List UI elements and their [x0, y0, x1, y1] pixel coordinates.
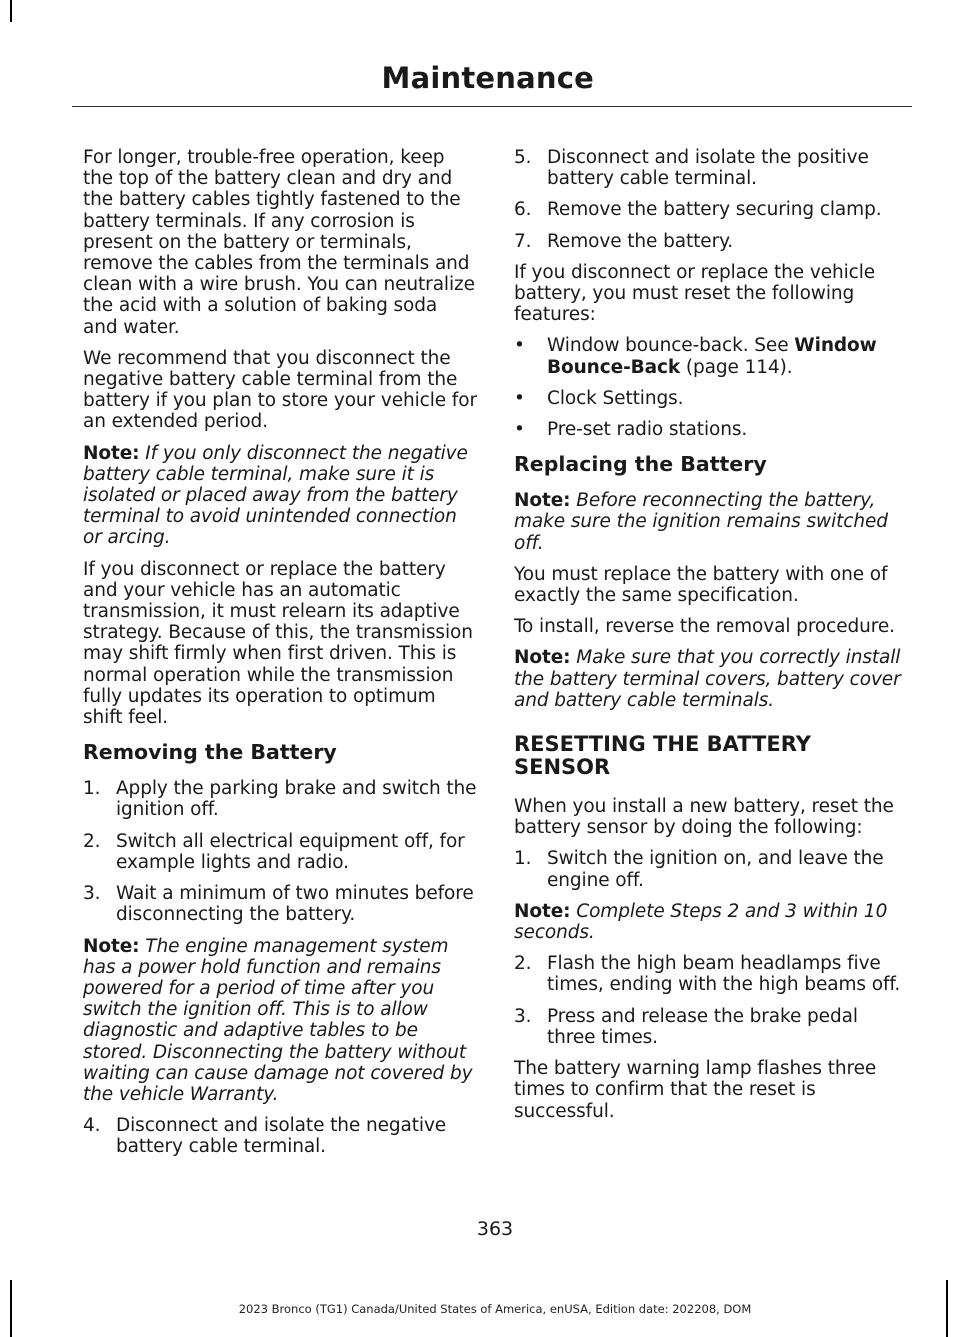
list-item — [83, 883, 477, 925]
step-number: 1. — [83, 778, 101, 800]
paragraph: If you disconnect or replace the battery and your vehicle has an automatic transmission, it must relearn its adaptive strategy. Because of this, the transmission may shift firmly when first driven. This is normal operation while the transmission fully updates its operation to optimum shift feel. — [83, 558, 473, 729]
step-text: Wait a minimum of two minutes before disconnecting the battery. — [116, 883, 474, 926]
bullet: • — [514, 335, 525, 357]
list-item — [83, 778, 477, 820]
note-label: Note: — [514, 647, 571, 669]
note-label: Note: — [514, 490, 571, 512]
step-number: 3. — [514, 1005, 532, 1027]
paragraph: If you disconnect or replace the vehicle battery, you must reset the following features: — [514, 261, 876, 326]
bullet-text: Pre-set radio stations. — [547, 419, 748, 441]
list-item — [514, 419, 910, 440]
paragraph: You must replace the battery with one of exactly the same specification. — [514, 563, 888, 607]
footer-edition: 2023 Bronco (TG1) Canada/United States of America, enUSA, Edition date: 202208, DOM — [238, 1302, 752, 1316]
page-reference: (page 114). — [680, 356, 793, 378]
step-text: Apply the parking brake and switch the ignition off. — [116, 778, 477, 821]
step-text: Disconnect and isolate the negative battery cable terminal. — [116, 1115, 447, 1158]
step-number: 6. — [514, 199, 532, 221]
bullet-text: Window bounce-back. See — [547, 335, 795, 357]
removal-steps-end — [514, 147, 910, 252]
paragraph: For longer, trouble-free operation, keep the top of the battery clean and dry and the battery cables tightly fastened to the battery terminals. If any corrosion is present on the battery or terminals, remove the cables from the terminals and clean with a wire brush. You can neutralize the acid with a solution of baking soda and water. — [83, 147, 475, 338]
removal-steps — [83, 778, 477, 925]
step-number: 7. — [514, 230, 532, 252]
list-item — [514, 147, 910, 189]
list-item — [514, 199, 910, 220]
step-number: 2. — [83, 830, 101, 852]
list-item — [514, 953, 910, 995]
reset-features-list — [514, 335, 910, 440]
step-text: Switch the ignition on, and leave the engine off. — [547, 848, 884, 891]
list-item — [514, 848, 910, 890]
step-number: 2. — [514, 953, 532, 975]
list-item — [83, 1115, 477, 1157]
sensor-steps — [514, 848, 910, 890]
note — [83, 443, 477, 549]
step-text: Remove the battery securing clamp. — [547, 199, 882, 221]
note-text: Complete Steps 2 and 3 within 10 seconds. — [514, 900, 888, 944]
right-column — [514, 147, 910, 1132]
step-number: 1. — [514, 848, 532, 870]
step-text: Disconnect and isolate the positive battery cable terminal. — [547, 147, 869, 190]
left-column — [83, 147, 477, 1168]
bullet: • — [514, 419, 525, 441]
page-number: 363 — [476, 1218, 514, 1240]
note — [514, 490, 910, 554]
section-heading: Replacing the Battery — [514, 452, 767, 477]
list-item — [83, 831, 477, 873]
removal-steps-continued — [83, 1115, 477, 1157]
list-item — [514, 388, 910, 409]
note-text: If you only disconnect the negative battery cable terminal, make sure it is isolated or placed away from the battery terminal to avoid unintended connection or arcing. — [83, 442, 468, 549]
list-item — [514, 1006, 910, 1048]
step-number: 3. — [83, 883, 101, 905]
paragraph: We recommend that you disconnect the negative battery cable terminal from the battery if you plan to store your vehicle for an extended period. — [83, 347, 477, 433]
step-text: Flash the high beam headlamps five times, ending with the high beams off. — [547, 953, 901, 996]
note — [514, 901, 910, 943]
note-label: Note: — [83, 935, 140, 957]
paragraph: When you install a new battery, reset the battery sensor by doing the following: — [514, 796, 894, 839]
step-text: Switch all electrical equipment off, for example lights and radio. — [116, 830, 465, 873]
cross-reference-link[interactable]: Window Bounce-Back — [547, 335, 877, 378]
note-label: Note: — [83, 442, 140, 464]
step-text: Press and release the brake pedal three times. — [547, 1005, 858, 1048]
step-number: 4. — [83, 1115, 101, 1137]
main-heading: RESETTING THE BATTERY SENSOR — [514, 732, 811, 780]
note — [514, 647, 910, 711]
note-text: Make sure that you correctly install the battery terminal covers, battery cover and battery cable terminals. — [514, 647, 901, 711]
note-text: Before reconnecting the battery, make sure the ignition remains switched off. — [514, 490, 888, 554]
note-label: Note: — [514, 900, 571, 922]
crop-mark — [10, 0, 12, 22]
paragraph: The battery warning lamp flashes three times to confirm that the reset is successful. — [514, 1058, 877, 1122]
page-title: Maintenance — [381, 61, 594, 95]
note — [83, 936, 477, 1106]
sensor-steps-continued — [514, 953, 910, 1048]
paragraph: To install, reverse the removal procedure. — [514, 616, 895, 638]
bullet-text: Clock Settings. — [547, 387, 684, 409]
step-number: 5. — [514, 147, 532, 168]
note-text: The engine management system has a power hold function and remains powered for a period of time after you switch the ignition off. This is to allow diagnostic and adaptive tables to be stored. Disconnecting the battery without waiting can cause damage not covered by the vehicle Warranty. — [83, 935, 473, 1105]
section-heading: Removing the Battery — [83, 740, 337, 765]
page-header — [72, 60, 912, 107]
step-text: Remove the battery. — [547, 230, 734, 252]
bullet: • — [514, 387, 525, 409]
list-item — [514, 335, 910, 377]
list-item — [514, 231, 910, 252]
